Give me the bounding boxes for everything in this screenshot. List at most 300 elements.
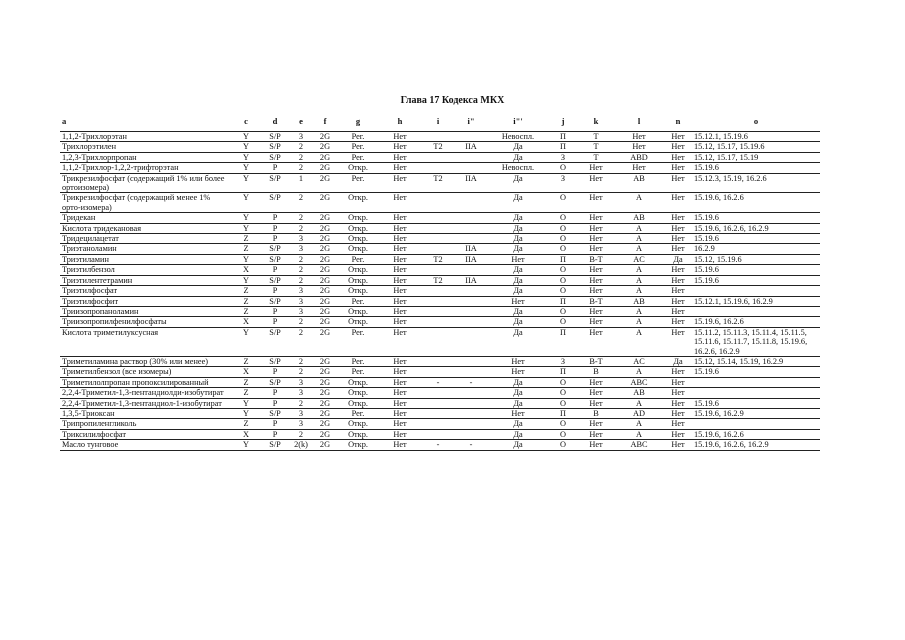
- table-row: [60, 408, 820, 418]
- table-cell: A: [636, 286, 642, 296]
- table-cell: 2G: [319, 367, 331, 377]
- table-cell: О: [560, 317, 566, 327]
- column-header: e: [299, 117, 303, 126]
- table-cell: Да: [513, 429, 523, 439]
- table-cell: A: [636, 223, 642, 233]
- table-cell: 3: [298, 132, 304, 141]
- table-cell: Откр.: [348, 306, 368, 316]
- table-cell: Нет: [589, 317, 603, 327]
- table-cell: 2G: [319, 408, 331, 418]
- requirements-cell: 15.12, 15.19.6: [694, 254, 742, 264]
- table-cell: 2G: [319, 327, 331, 337]
- table-cell: IIA: [465, 173, 477, 183]
- table-cell: P: [272, 367, 278, 377]
- table-cell: Нет: [671, 419, 685, 429]
- table-cell: -: [469, 377, 473, 387]
- table-cell: Откр.: [348, 244, 368, 254]
- table-row: [60, 193, 820, 213]
- table-cell: Нет: [671, 213, 685, 223]
- table-cell: Нет: [393, 265, 407, 275]
- product-name-cell: Триксилилфосфат: [62, 429, 126, 439]
- table-cell: Нет: [632, 142, 646, 152]
- table-cell: Рег.: [351, 142, 365, 152]
- table-cell: Y: [243, 142, 249, 152]
- table-cell: Нет: [393, 306, 407, 316]
- requirements-cell: 15.19.6: [694, 398, 719, 408]
- table-cell: О: [560, 213, 566, 223]
- table-cell: S/P: [269, 173, 281, 183]
- requirements-cell: [692, 306, 820, 316]
- table-cell: О: [560, 234, 566, 244]
- table-cell: Рег.: [351, 356, 365, 366]
- table-cell: Нет: [671, 296, 685, 306]
- column-header: o: [753, 117, 759, 126]
- table-body: [60, 132, 820, 451]
- table-cell: П: [560, 254, 566, 264]
- table-cell: [454, 296, 488, 306]
- table-cell: Да: [673, 356, 683, 366]
- table-cell: П: [560, 142, 566, 152]
- table-cell: 2: [298, 254, 304, 264]
- table-cell: [422, 429, 454, 439]
- table-cell: Откр.: [348, 213, 368, 223]
- table-cell: 2: [298, 152, 304, 162]
- table-cell: Да: [513, 152, 523, 162]
- table-cell: Y: [243, 152, 249, 162]
- requirements-cell: [692, 388, 820, 398]
- table-cell: Да: [513, 317, 523, 327]
- table-cell: [422, 419, 454, 429]
- table-cell: [454, 193, 488, 213]
- table-cell: P: [272, 265, 278, 275]
- cargo-table: [60, 117, 820, 451]
- table-cell: Y: [243, 275, 249, 285]
- column-header: f: [323, 117, 327, 126]
- requirements-cell: 15.19.6, 16.2.6: [694, 193, 744, 203]
- table-row: [60, 265, 820, 275]
- table-cell: О: [560, 265, 566, 275]
- table-cell: P: [272, 419, 278, 429]
- table-cell: S/P: [269, 275, 281, 285]
- table-cell: 2(k): [294, 440, 308, 450]
- table-cell: Нет: [393, 377, 407, 387]
- table-cell: Нет: [589, 440, 603, 450]
- table-cell: Да: [513, 213, 523, 223]
- table-cell: Нет: [671, 193, 685, 203]
- table-cell: [422, 244, 454, 254]
- table-cell: P: [272, 234, 278, 244]
- table-cell: Y: [243, 213, 249, 223]
- table-cell: AB: [633, 296, 645, 306]
- table-cell: [454, 223, 488, 233]
- table-row: [60, 317, 820, 327]
- requirements-cell: 16.2.9: [694, 244, 715, 254]
- table-cell: Нет: [671, 367, 685, 377]
- table-cell: Рег.: [351, 132, 365, 141]
- table-cell: S/P: [269, 244, 281, 254]
- table-cell: 2G: [319, 254, 331, 264]
- table-cell: AB: [633, 388, 645, 398]
- requirements-cell: 15.19.6, 16.2.6: [694, 317, 744, 327]
- product-name-cell: 2,2,4-Триметил-1,3-пентандиол-1-изобутират: [62, 398, 222, 408]
- product-name-cell: Триэтиламин: [62, 254, 109, 264]
- table-cell: [422, 132, 454, 142]
- table-cell: [422, 163, 454, 173]
- table-cell: Нет: [393, 244, 407, 254]
- table-cell: О: [560, 377, 566, 387]
- table-cell: Нет: [589, 327, 603, 337]
- table-cell: 2: [298, 213, 304, 223]
- column-header: d: [272, 117, 278, 126]
- table-cell: Y: [243, 223, 249, 233]
- table-cell: В-Т: [589, 254, 603, 264]
- table-cell: 2G: [319, 429, 331, 439]
- table-cell: Нет: [589, 244, 603, 254]
- table-cell: Откр.: [348, 265, 368, 275]
- table-cell: Откр.: [348, 163, 368, 173]
- table-cell: О: [560, 419, 566, 429]
- table-cell: AC: [633, 254, 645, 264]
- table-cell: A: [636, 398, 642, 408]
- table-cell: П: [560, 327, 566, 337]
- table-cell: Нет: [393, 163, 407, 173]
- table-cell: Нет: [393, 213, 407, 223]
- table-cell: Нет: [589, 275, 603, 285]
- table-cell: Z: [243, 296, 249, 306]
- table-cell: Нет: [589, 286, 603, 296]
- table-cell: X: [243, 429, 249, 439]
- table-row: [60, 429, 820, 439]
- table-cell: [454, 213, 488, 223]
- table-cell: Откр.: [348, 275, 368, 285]
- table-cell: Y: [243, 132, 249, 141]
- column-header: k: [593, 117, 599, 126]
- requirements-cell: 15.19.6: [694, 234, 719, 244]
- table-cell: IIA: [465, 254, 477, 264]
- table-row: [60, 367, 820, 377]
- table-cell: A: [636, 193, 642, 203]
- table-row: [60, 234, 820, 244]
- table-cell: T2: [433, 254, 443, 264]
- table-cell: 2: [298, 398, 304, 408]
- table-cell: Нет: [393, 254, 407, 264]
- table-cell: [454, 429, 488, 439]
- column-header: a: [62, 117, 67, 126]
- table-cell: A: [636, 327, 642, 337]
- table-cell: 2G: [319, 132, 331, 141]
- table-cell: P: [272, 398, 278, 408]
- table-cell: Да: [513, 440, 523, 450]
- table-cell: [422, 193, 454, 213]
- table-cell: [454, 286, 488, 296]
- table-cell: Нет: [393, 388, 407, 398]
- table-cell: [454, 388, 488, 398]
- table-cell: 2: [298, 275, 304, 285]
- table-cell: [422, 408, 454, 418]
- table-cell: ABC: [630, 377, 648, 387]
- table-row: [60, 254, 820, 264]
- table-cell: A: [636, 429, 642, 439]
- table-cell: Нет: [671, 429, 685, 439]
- table-cell: [454, 327, 488, 356]
- requirements-cell: 15.12.1, 15.19.6, 16.2.9: [694, 296, 773, 306]
- table-cell: Да: [673, 254, 683, 264]
- table-cell: P: [272, 213, 278, 223]
- table-cell: Нет: [589, 163, 603, 173]
- product-name-cell: Тридекан: [62, 213, 96, 223]
- table-cell: Нет: [589, 429, 603, 439]
- table-cell: 2G: [319, 265, 331, 275]
- product-name-cell: Триэтаноламин: [62, 244, 117, 254]
- table-cell: 2G: [319, 244, 331, 254]
- table-cell: В: [593, 367, 599, 377]
- table-cell: Откр.: [348, 388, 368, 398]
- table-cell: Да: [513, 286, 523, 296]
- table-cell: Нет: [393, 296, 407, 306]
- table-cell: S/P: [269, 296, 281, 306]
- table-cell: [454, 367, 488, 377]
- table-cell: Нет: [511, 367, 525, 377]
- table-cell: О: [560, 163, 566, 173]
- requirements-cell: [692, 419, 820, 429]
- table-row: [60, 327, 820, 356]
- table-cell: IIA: [465, 244, 477, 254]
- table-cell: S/P: [269, 193, 281, 203]
- product-name-cell: Триэтилфосфат: [62, 286, 118, 296]
- table-cell: 3: [298, 377, 304, 387]
- table-cell: 3: [298, 408, 304, 418]
- table-cell: [422, 286, 454, 296]
- requirements-cell: 15.19.6, 16.2.6, 16.2.9: [694, 440, 769, 450]
- table-cell: Т: [593, 152, 599, 162]
- table-cell: П: [560, 367, 566, 377]
- table-cell: AB: [633, 173, 645, 183]
- table-cell: 3: [298, 306, 304, 316]
- table-cell: Нет: [589, 398, 603, 408]
- table-cell: P: [272, 286, 278, 296]
- table-cell: Нет: [589, 223, 603, 233]
- table-cell: [422, 234, 454, 244]
- table-cell: IIA: [465, 275, 477, 285]
- table-cell: Нет: [671, 152, 685, 162]
- table-cell: Да: [513, 173, 523, 183]
- table-cell: ABD: [630, 152, 648, 162]
- table-cell: T2: [433, 173, 443, 183]
- table-cell: S/P: [269, 408, 281, 418]
- table-cell: 2: [298, 327, 304, 337]
- table-cell: Z: [243, 286, 249, 296]
- table-cell: Нет: [671, 265, 685, 275]
- table-cell: Y: [243, 398, 249, 408]
- table-cell: 3: [298, 244, 304, 254]
- product-name-cell: Триметилолпропан пропоксилированный: [62, 377, 209, 387]
- table-cell: 2G: [319, 193, 331, 203]
- table-cell: О: [560, 429, 566, 439]
- table-cell: [422, 327, 454, 356]
- table-cell: Нет: [671, 286, 685, 296]
- table-cell: О: [560, 398, 566, 408]
- table-cell: В-Т: [589, 296, 603, 306]
- header-row: [60, 117, 820, 132]
- requirements-cell: 15.19.6: [694, 275, 719, 285]
- product-name-cell: Триметиламина раствор (30% или менее): [62, 356, 209, 366]
- table-cell: Откр.: [348, 440, 368, 450]
- table-cell: 2: [298, 163, 304, 173]
- table-cell: P: [272, 317, 278, 327]
- table-cell: 2G: [319, 213, 331, 223]
- table-cell: 1: [298, 173, 304, 183]
- product-name-cell: Трикрезилфосфат (содержащий 1% или более ортоизомера): [62, 173, 225, 193]
- table-cell: О: [560, 193, 566, 203]
- table-cell: Откр.: [348, 429, 368, 439]
- table-cell: [454, 265, 488, 275]
- table-cell: 3: [298, 419, 304, 429]
- table-cell: Нет: [589, 306, 603, 316]
- table-cell: Нет: [393, 440, 407, 450]
- table-cell: A: [636, 244, 642, 254]
- table-cell: В-Т: [589, 356, 603, 366]
- table-cell: S/P: [269, 142, 281, 152]
- product-name-cell: Тридецилацетат: [62, 234, 119, 244]
- table-row: [60, 306, 820, 316]
- table-cell: Y: [243, 327, 249, 337]
- table-cell: 2G: [319, 234, 331, 244]
- table-cell: Y: [243, 193, 249, 203]
- table-row: [60, 377, 820, 387]
- table-cell: 2G: [319, 173, 331, 183]
- table-cell: 2: [298, 317, 304, 327]
- requirements-cell: 15.19.6, 16.2.6: [694, 429, 744, 439]
- table-cell: О: [560, 275, 566, 285]
- table-cell: Нет: [671, 317, 685, 327]
- requirements-cell: 15.19.6: [694, 213, 719, 223]
- table-cell: Рег.: [351, 327, 365, 337]
- table-cell: З: [560, 152, 566, 162]
- table-row: [60, 213, 820, 223]
- table-cell: Z: [243, 388, 249, 398]
- product-name-cell: Триэтилентетрамин: [62, 275, 133, 285]
- table-cell: [454, 306, 488, 316]
- table-cell: Нет: [671, 377, 685, 387]
- column-header: h: [397, 117, 403, 126]
- table-cell: Нет: [671, 163, 685, 173]
- table-cell: S/P: [269, 254, 281, 264]
- table-cell: 2G: [319, 440, 331, 450]
- product-name-cell: Триэтилфосфит: [62, 296, 119, 306]
- table-cell: Y: [243, 440, 249, 450]
- table-cell: [422, 265, 454, 275]
- table-cell: [422, 388, 454, 398]
- table-cell: T2: [433, 142, 443, 152]
- table-cell: Да: [513, 234, 523, 244]
- table-cell: [422, 213, 454, 223]
- product-name-cell: Триэтилбензол: [62, 265, 115, 275]
- table-row: [60, 223, 820, 233]
- table-row: [60, 286, 820, 296]
- table-cell: Нет: [393, 327, 407, 337]
- table-cell: P: [272, 429, 278, 439]
- table-cell: Нет: [393, 317, 407, 327]
- column-header: l: [637, 117, 641, 126]
- table-cell: 2G: [319, 356, 331, 366]
- table-cell: П: [560, 132, 566, 141]
- table-cell: Рег.: [351, 408, 365, 418]
- table-cell: Нет: [393, 429, 407, 439]
- table-cell: Нет: [589, 419, 603, 429]
- table-row: [60, 173, 820, 193]
- table-cell: S/P: [269, 440, 281, 450]
- requirements-cell: 15.19.6, 16.2.9: [694, 408, 744, 418]
- table-cell: Z: [243, 306, 249, 316]
- table-cell: Нет: [589, 173, 603, 183]
- table-cell: Рег.: [351, 152, 365, 162]
- table-cell: Нет: [511, 408, 525, 418]
- requirements-cell: 15.12.3, 15.19, 16.2.6: [694, 173, 767, 183]
- table-cell: 2G: [319, 275, 331, 285]
- table-row: [60, 296, 820, 306]
- table-cell: Нет: [393, 398, 407, 408]
- table-cell: 2G: [319, 296, 331, 306]
- table-cell: 3: [298, 296, 304, 306]
- table-row: [60, 132, 820, 142]
- table-cell: Откр.: [348, 234, 368, 244]
- requirements-cell: 15.19.6: [694, 163, 719, 173]
- table-cell: A: [636, 317, 642, 327]
- table-cell: Нет: [393, 142, 407, 152]
- table-cell: Z: [243, 356, 249, 366]
- requirements-cell: 15.12, 15.17, 15.19: [694, 152, 759, 162]
- table-cell: 2G: [319, 163, 331, 173]
- table-cell: Нет: [671, 223, 685, 233]
- column-header: i: [436, 117, 440, 126]
- table-cell: П: [560, 296, 566, 306]
- table-row: [60, 440, 820, 450]
- table-cell: 2G: [319, 388, 331, 398]
- table-cell: [454, 408, 488, 418]
- column-header: c: [244, 117, 248, 126]
- product-name-cell: 1,3,5-Триоксан: [62, 408, 115, 418]
- product-name-cell: Триизопропилфенилфосфаты: [62, 317, 167, 327]
- table-cell: Нет: [393, 367, 407, 377]
- table-cell: [454, 398, 488, 408]
- table-cell: 2: [298, 429, 304, 439]
- table-header: [60, 117, 820, 132]
- table-cell: Т: [593, 132, 599, 141]
- product-name-cell: 1,2,3-Трихлорпропан: [62, 152, 137, 162]
- table-cell: 2G: [319, 152, 331, 162]
- product-name-cell: 1,1,2-Трихлорэтан: [62, 132, 127, 141]
- table-cell: Нет: [671, 327, 685, 337]
- table-cell: [454, 317, 488, 327]
- table-cell: О: [560, 440, 566, 450]
- column-header: g: [355, 117, 361, 126]
- table-cell: З: [560, 173, 566, 183]
- product-name-cell: 1,1,2-Трихлор-1,2,2-трифторэтан: [62, 163, 179, 173]
- table-cell: 2: [298, 142, 304, 152]
- table-cell: Нет: [589, 377, 603, 387]
- requirements-cell: [692, 377, 820, 387]
- table-cell: Да: [513, 388, 523, 398]
- table-cell: [422, 152, 454, 162]
- table-cell: -: [436, 377, 440, 387]
- table-cell: 3: [298, 286, 304, 296]
- table-cell: S/P: [269, 377, 281, 387]
- table-cell: Откр.: [348, 419, 368, 429]
- table-cell: AD: [633, 408, 645, 418]
- requirements-cell: 15.19.6: [694, 265, 719, 275]
- table-cell: Да: [513, 265, 523, 275]
- table-cell: Нет: [589, 234, 603, 244]
